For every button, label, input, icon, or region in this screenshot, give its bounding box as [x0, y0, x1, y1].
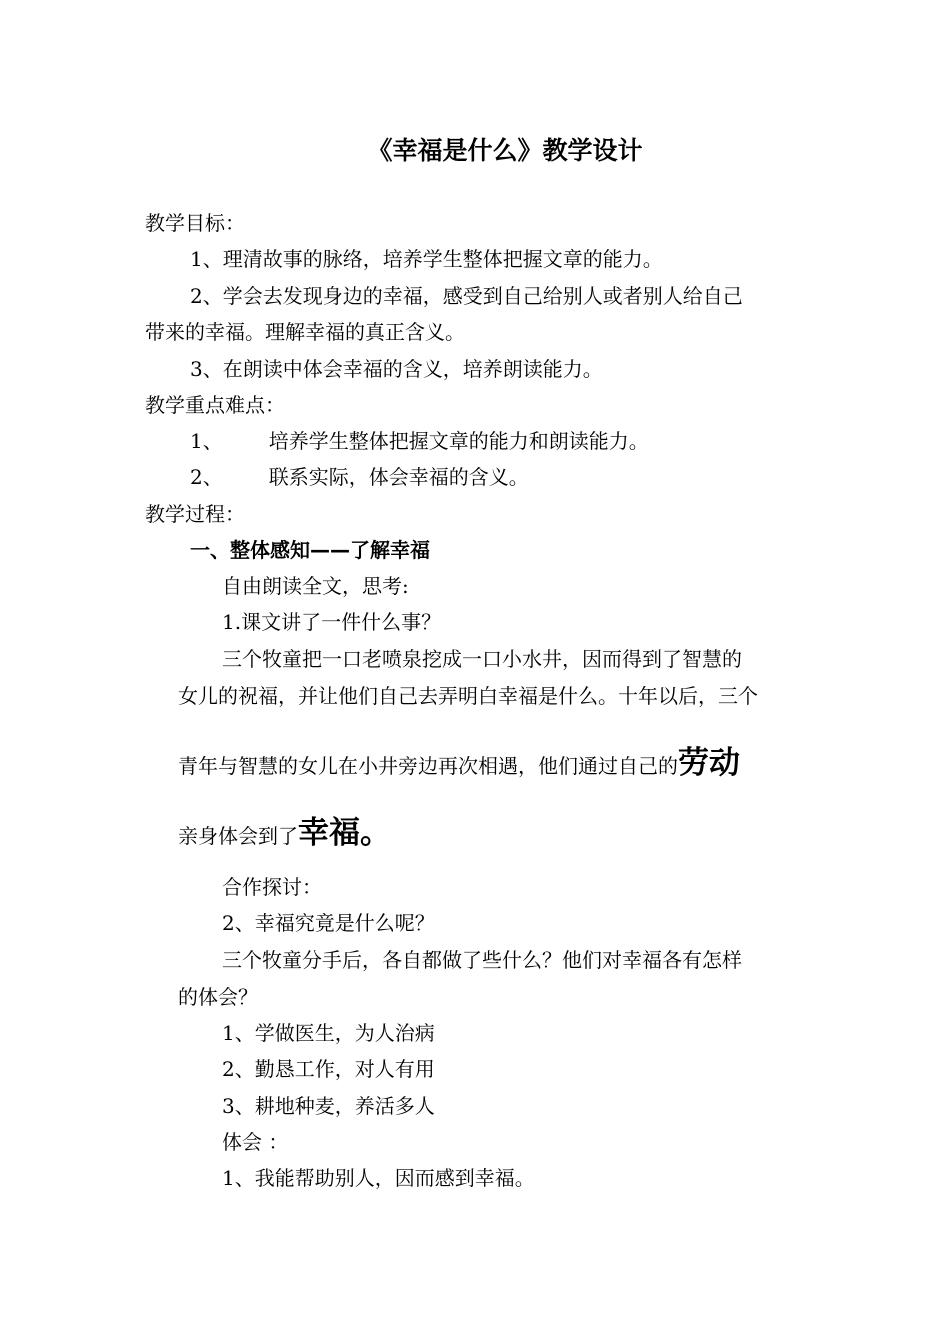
answer-line: 青年与智慧的女儿在小井旁边再次相遇，他们通过自己的劳动 [178, 745, 740, 781]
question-2: 2、幸福究竟是什么呢？ [222, 911, 435, 935]
objective-item: 2、学会去发现身边的幸福，感受到自己给别人或者别人给自己 [190, 284, 743, 308]
objective-item: 3、在朗读中体会幸福的含义，培养朗读能力。 [190, 357, 603, 381]
deed-item: 1、学做医生，为人治病 [222, 1021, 435, 1045]
question-2-detail: 的体会？ [178, 985, 258, 1009]
discussion-heading: 合作探讨： [222, 875, 322, 899]
section-heading: 一、整体感知——了解幸福 [190, 538, 430, 562]
key-point-number: 2、 [190, 465, 223, 489]
emphasis-happiness: 幸福。 [298, 815, 391, 851]
key-point-number: 1、 [190, 429, 223, 453]
deed-item: 2、勤恳工作，对人有用 [222, 1057, 435, 1081]
objectives-heading: 教学目标： [145, 211, 245, 235]
key-points-heading: 教学重点难点： [145, 393, 285, 417]
key-point-item [190, 429, 649, 453]
key-point-text: 培养学生整体把握文章的能力和朗读能力。 [268, 429, 649, 453]
question-1: 1.课文讲了一件什么事？ [222, 610, 442, 634]
reflection-heading: 体会 ： [222, 1130, 289, 1154]
answer-line: 三个牧童把一口老喷泉挖成一口小水井，因而得到了智慧的 [222, 647, 742, 671]
objective-item: 带来的幸福。理解幸福的真正含义。 [145, 320, 465, 344]
reading-instruction: 自由朗读全文，思考: [222, 574, 409, 598]
key-point-item [190, 465, 529, 489]
reflection-item: 1、我能帮助别人，因而感到幸福。 [222, 1166, 535, 1190]
objective-item: 1、理清故事的脉络，培养学生整体把握文章的能力。 [190, 247, 663, 271]
answer-line: 女儿的祝福，并让他们自己去弄明白幸福是什么。十年以后，三个 [178, 684, 758, 708]
document-title: 《幸福是什么》教学设计 [367, 136, 643, 165]
process-heading: 教学过程： [145, 502, 245, 526]
answer-line: 亲身体会到了幸福。 [178, 815, 391, 851]
deed-item: 3、耕地种麦，养活多人 [222, 1094, 435, 1118]
emphasis-labor: 劳动 [678, 745, 740, 781]
key-point-text: 联系实际，体会幸福的含义。 [268, 465, 529, 489]
question-2-detail: 三个牧童分手后，各自都做了些什么？他们对幸福各有怎样 [222, 948, 742, 972]
